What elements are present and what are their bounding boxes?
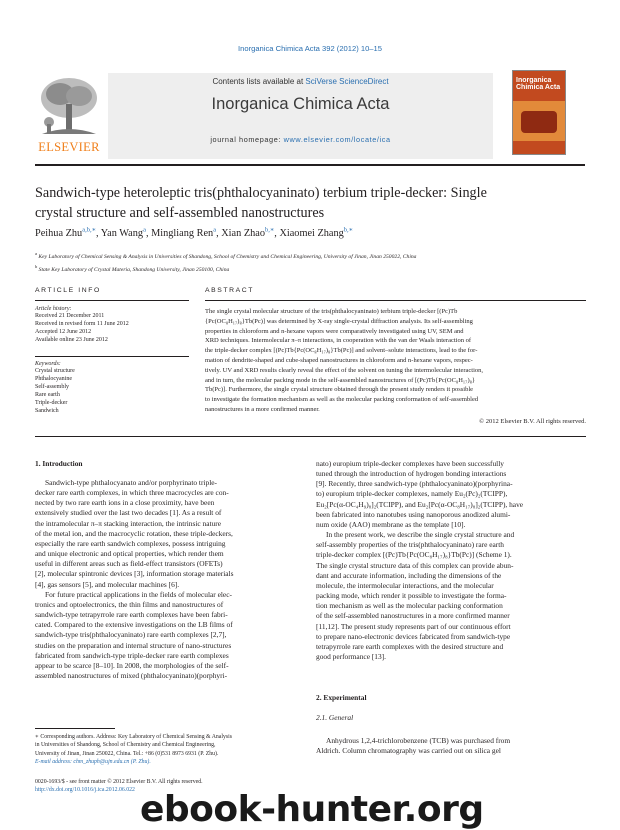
journal-cover-image [512, 70, 566, 155]
body-line: especially the rare earth sandwich complexes, possess intriguing [35, 538, 226, 548]
cover-title-line2: Chimica Acta [516, 84, 561, 91]
body-line: In the present work, we describe the single crystal structure and [326, 530, 515, 540]
body-line: cated. Compared to the extensive investigations on the LB films of [35, 620, 233, 630]
abstract-line: tively. UV and XRD results clearly reveal the effect of the solvent on tuning the intermolecular interaction, [205, 366, 484, 374]
cover-title-line1: Inorganica [516, 77, 552, 84]
body-line: Aldrich. Column chromatography was carried out on silica gel [316, 746, 501, 756]
affiliation-text: Key Laboratory of Chemical Sensing & Analysis in Universities of Shandong, School of Chemistry and Chemical Engineering, University of Jinan, Jinan 250022, China [38, 253, 417, 260]
elsevier-logo [34, 74, 104, 160]
abstract-line: {Pc(OC₈H₁₇)₈}Tb(Pc)] was determined by X-ray single-crystal diffraction analysis. Its self-assembling [205, 317, 473, 325]
general-text [316, 736, 586, 756]
homepage-prefix: journal homepage: [210, 135, 284, 144]
abstract-line: XRD techniques. Intermolecular π–π interactions, in cooperation with the van der Waals interaction of [205, 337, 472, 345]
body-line: [2], molecular spintronic devices [3], information storage materials [35, 569, 234, 579]
body-line: good performance [13]. [316, 651, 386, 661]
author-affiliation-mark[interactable]: b,∗ [264, 227, 275, 234]
footnote-line: ∗ Corresponding authors. Address: Key Laboratory of Chemical Sensing & Analysis [35, 734, 232, 740]
watermark: ebook-hunter.org [140, 789, 484, 830]
corresponding-author-footnote [35, 733, 303, 766]
body-line: and unique electronic and optical properties, which render them [35, 549, 224, 559]
author-affiliation-mark[interactable]: b,∗ [343, 227, 354, 234]
body-line: useful in different areas such as field-effect transistors (OFETs) [35, 559, 223, 569]
author-separator: , [145, 228, 152, 240]
experimental-heading: 2. Experimental [316, 693, 367, 702]
body-line: to) europium triple-decker complexes, namely Eu₂(Pc)₂(TCIPP), [316, 489, 508, 499]
issn-line: 0020-1693/$ - see front matter © 2012 Elsevier B.V. All rights reserved. [35, 779, 203, 785]
journal-citation[interactable]: Inorganica Chimica Acta 392 (2012) 10–15 [238, 44, 382, 53]
body-line: sandwich-type tris(phthalocyaninato) rare earth complexes [2,7], [35, 630, 227, 640]
affiliation-text: State Key Laboratory of Crystal Materia, Shandong University, Jinan 250100, China [38, 266, 230, 273]
body-line: been fabricated into nanotubes using nanoporous anodized alumi- [316, 509, 511, 519]
article-history [35, 306, 189, 344]
body-line: of the metal ion, and the macrocyclic rotation, these triple-deckers, [35, 528, 233, 538]
author-affiliation-mark[interactable]: a [213, 227, 217, 234]
body-line: [11,12]. The present study represents part of our continuous effort [316, 621, 511, 631]
sciencedirect-link[interactable]: SciVerse ScienceDirect [305, 77, 389, 86]
author-separator: , [96, 228, 101, 240]
body-line: num oxide (AAO) membrane as the template [10]. [316, 519, 466, 529]
author-separator: , [216, 228, 222, 240]
keyword: Triple-decker [35, 400, 68, 406]
abstract-line: and in turn, the molecular packing mode in the self-assembled nanostructures of [(Pc)Tb{Pc(OC₈H₁₇)₈} [205, 376, 475, 384]
body-line: extensively studied over the last two decades [1]. As a result of [35, 508, 222, 518]
abstract-line: the triple-decker complex [(Pc)Tb{Pc(OC₈H₁₇)₈}Tb(Pc)] and solvent–solute interactions, lead to the for- [205, 347, 478, 355]
journal-homepage [108, 135, 493, 144]
author-list [35, 226, 590, 239]
body-line: Sandwich-type phthalocyanato and/or porphyrinato triple- [45, 478, 217, 487]
body-line: nato) europium triple-decker complexes have been successfully [316, 459, 504, 468]
body-line: The single crystal structure data of this complex can provide abun- [316, 560, 514, 570]
history-item: Received 21 December 2011 [35, 313, 105, 319]
contents-line [108, 77, 493, 86]
cover-title [516, 77, 562, 91]
abstract-rule [205, 300, 586, 301]
body-line: to prepare nano-electronic devices fabricated from sandwich-type [316, 631, 511, 641]
article-info-heading: ARTICLE INFO [35, 287, 101, 294]
abstract-line: The single crystal molecular structure of the tris(phthalocyaninato) terbium triple-decker [(Pc)Tb [205, 308, 458, 315]
body-line: Anhydrous 1,2,4-trichlorobenzene (TCB) was purchased from [326, 736, 511, 745]
body-line: tronics and optoelectronics, the thin films and nanostructures of [35, 599, 224, 609]
title-line-2: crystal structure and self-assembled nanostructures [35, 205, 325, 221]
abstract-line: nanostructures in a more confirmed manner. [205, 405, 320, 413]
elsevier-tree-icon [34, 74, 104, 138]
keyword: Rare earth [35, 392, 60, 398]
body-top-rule [35, 436, 586, 437]
history-item: Received in revised form 11 June 2012 [35, 321, 129, 327]
right-column-text [316, 459, 586, 662]
email-line[interactable]: E-mail address: chm_zhuph@ujn.edu.cn (P. Zhu). [35, 758, 151, 765]
keyword: Self-assembly [35, 384, 69, 390]
author-name: Mingliang Ren [151, 228, 214, 240]
footnote-line: University of Jinan, Jinan 250022, China. Tel.: +86 (0)531 8973 6931 (P. Zhu). [35, 750, 219, 757]
body-line: dant and accurate information, including the dimensions of the [316, 570, 502, 580]
body-line: of the self-assembled nanostructures in a more confirmed manner [316, 611, 510, 621]
keywords-label: Keywords: [35, 361, 61, 367]
author-name: Yan Wang [100, 228, 144, 240]
article-info-rule [35, 300, 189, 301]
keyword: Sandwich [35, 408, 59, 414]
body-line: decker rare earth complexes, in which three macrocycles are con- [35, 488, 229, 498]
body-line: appear to be scarce [8–10]. In 2008, the morphologies of the self- [35, 660, 229, 670]
body-line: For future practical applications in the fields of molecular elec- [45, 589, 232, 599]
abstract-line: to investigate the formation mechanism as well as the molecular packing conformation of self-assembled [205, 396, 479, 404]
body-line: Eu₂[Pc(α-OC₄H₉)₈]₂(TCIPP), and Eu₂[Pc(α-OC₈H₁₇)₈]₂(TCIPP), have [316, 499, 524, 509]
copyright-notice: © 2012 Elsevier B.V. All rights reserved. [479, 418, 586, 425]
body-line: tion mechanism as well as the molecular packing conformation [316, 601, 503, 611]
introduction-heading: 1. Introduction [35, 459, 83, 468]
author-name: Xiaomei Zhang [279, 228, 344, 240]
keyword: Crystal structure [35, 368, 75, 374]
abstract-line: properties in chloroform and n-hexane vapors were comparatively investigated using UV, SEM and [205, 327, 464, 335]
affiliations [35, 249, 590, 275]
author-name: Xian Zhao [221, 228, 265, 240]
affiliation-mark: a [35, 251, 37, 256]
journal-name: Inorganica Chimica Acta [211, 95, 390, 113]
affiliation [35, 249, 590, 262]
contents-prefix: Contents lists available at [212, 77, 306, 86]
body-line: [4], gas sensors [5], and molecular machines [6]. [35, 579, 180, 589]
doi-link[interactable]: http://dx.doi.org/10.1016/j.ica.2012.06.022 [35, 787, 135, 794]
body-line: [9]. Recently, three sandwich-type (phthalocyaninato)(porphyrina- [316, 479, 513, 489]
homepage-link[interactable]: www.elsevier.com/locate/ica [283, 135, 391, 144]
history-label: Article history: [35, 306, 72, 312]
footnote-rule [35, 728, 115, 729]
footnote-line: in Universities of Shandong, School of Chemistry and Chemical Engineering, [35, 742, 216, 749]
author [101, 228, 151, 239]
author [221, 228, 279, 239]
abstract-heading: ABSTRACT [205, 287, 255, 294]
body-line: nected by two rare earth ions in a close proximity, have been [35, 498, 215, 508]
author [151, 228, 221, 239]
keyword: Phthalocyanine [35, 376, 72, 382]
body-line: assembled nanostructures of mixed (phthalocyaninato)(porphyri- [35, 670, 228, 680]
keywords-block [35, 361, 189, 415]
cover-graphic [521, 111, 557, 133]
affiliation-mark: b [35, 263, 38, 269]
body-line: sandwich-type tetrapyrrole rare earth complexes have been fabri- [35, 610, 228, 620]
abstract-text [205, 307, 586, 415]
history-item: Accepted 12 June 2012 [35, 329, 92, 335]
body-line: fabricated from sandwich-type triple-decker rare earth complexes [35, 650, 229, 660]
header-rule [35, 164, 585, 166]
elsevier-wordmark: ELSEVIER [38, 140, 100, 154]
body-line: the intramolecular π–π stacking interaction, the intrinsic nature [35, 518, 222, 528]
body-line: self-assembly properties of the tris(phthalocyaninato) rare earth [316, 540, 504, 550]
abstract-line: Tb(Pc)]. Furthermore, the single crystal structure obtained through the present study renders it possible [205, 386, 474, 394]
title-line-1: Sandwich-type heteroleptic tris(phthalocyaninato) terbium triple-decker: Single [35, 185, 487, 201]
author-name: Peihua Zhu [35, 228, 83, 240]
introduction-text [35, 478, 303, 681]
general-subheading: 2.1. General [316, 713, 354, 722]
body-line: tetrapyrrole rare earth complexes with the desired structure and [316, 641, 504, 651]
author-affiliation-mark[interactable]: a,b,∗ [82, 227, 96, 234]
author [279, 228, 353, 239]
abstract-line: mation of dendrite-shaped and cube-shaped nanostructures in chloroform and n-hexane vapors, respec- [205, 356, 473, 364]
history-item: Available online 23 June 2012 [35, 337, 108, 343]
author [35, 228, 101, 239]
body-line: triple-decker complex [(Pc)Tb{Pc(OC₈H₁₇)₈}Tb(Pc)] (Scheme 1). [316, 550, 512, 560]
keywords-rule [35, 356, 189, 357]
body-line: studies on the preparation and internal structure of nano-structures [35, 640, 232, 650]
article-title [35, 183, 590, 223]
affiliation [35, 262, 590, 275]
author-affiliation-mark[interactable]: a [143, 227, 146, 234]
body-line: packing mode, which render it possible to investigate the forma- [316, 591, 507, 601]
author-separator: , [274, 228, 280, 240]
body-line: molecule, the intermolecular interactions, and the molecular [316, 580, 494, 590]
body-line: tuned through the introduction of hydrogen bonding interactions [316, 469, 507, 479]
